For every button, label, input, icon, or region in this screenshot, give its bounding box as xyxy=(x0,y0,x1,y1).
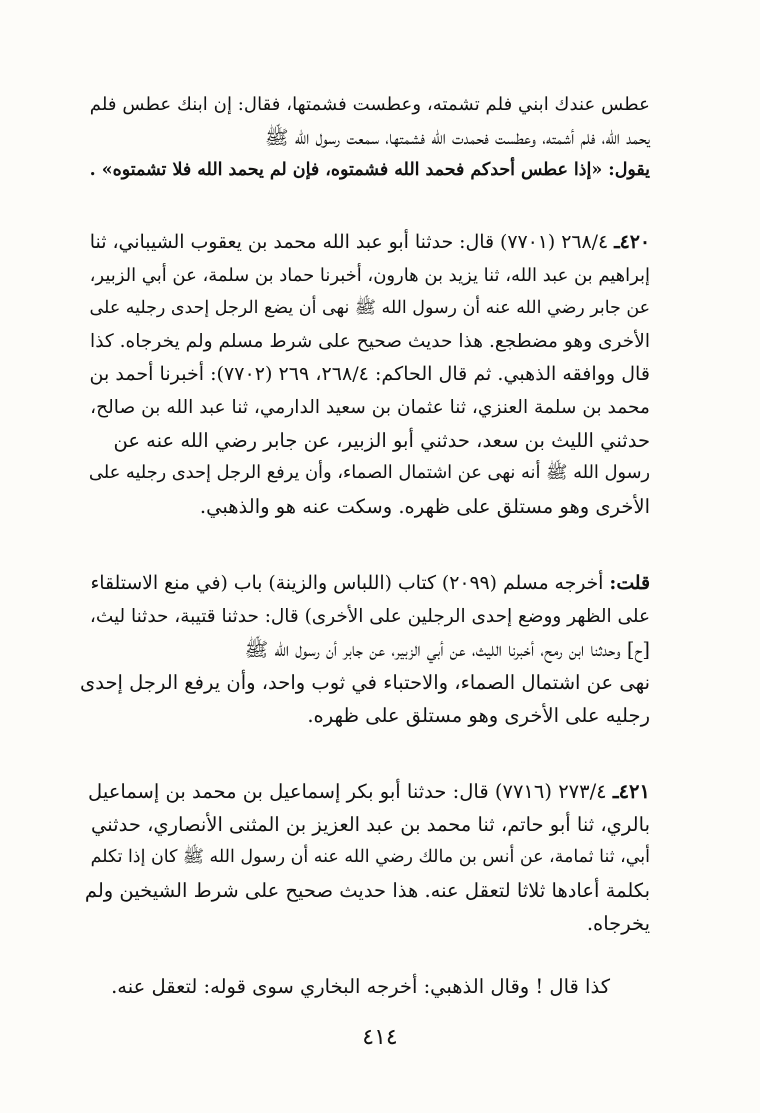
text-line: رجليه على الأخرى وهو مستلق على ظهره. xyxy=(307,704,650,727)
text-line xyxy=(78,775,650,808)
hadith-number: ٤٢١ـ xyxy=(612,780,650,803)
paragraph-hadith-421 xyxy=(78,775,650,940)
text-line: يحمد الله، فلم أشمته، وعطست فحمدت الله فشمتها، سمعت رسول الله ﷺ xyxy=(265,126,650,149)
text-line: [ح] وحدثنا ابن رمح، أخبرنا الليث، عن أبي الزبير، عن جابر أن رسول الله ﷺ xyxy=(244,638,650,661)
text-line: إبراهيم بن عبد الله، ثنا يزيد بن هارون، أخبرنا حماد بن سلمة، عن أبي الزبير، xyxy=(89,265,650,286)
text-line xyxy=(78,226,650,259)
text-line-content: أخرجه مسلم (٢٠٩٩) كتاب (اللباس والزينة) باب (في منع الاستلقاء xyxy=(90,573,604,594)
paragraph-1 xyxy=(78,88,650,187)
text-line xyxy=(78,567,650,600)
text-line: رسول الله ﷺ أنه نهى عن اشتمال الصماء، وأن يرفع الرجل إحدى رجليه على xyxy=(88,463,650,483)
text-line: عن جابر رضي الله عنه أن رسول الله ﷺ نهى أن يضع الرجل إحدى رجليه على xyxy=(89,298,650,318)
text-line: الأخرى وهو مستلق على ظهره. وسكت عنه هو والذهبي. xyxy=(199,495,650,518)
closing-note: كذا قال ! وقال الذهبي: أخرجه البخاري سوى قوله: لتعقل عنه. xyxy=(111,975,610,998)
text-line: عطس عندك ابني فلم تشمته، وعطست فشمتها، فقال: إن ابنك عطس فلم xyxy=(89,94,650,115)
text-line: الأخرى وهو مضطجع. هذا حديث صحيح على شرط مسلم ولم يخرجاه. كذا xyxy=(90,331,650,352)
text-line: محمد بن سلمة العنزي، ثنا عثمان بن سعيد الدارمي، ثنا عبد الله بن صالح، xyxy=(90,397,650,418)
text-line: حدثني الليث بن سعد، حدثني أبو الزبير، عن جابر رضي الله عنه عن xyxy=(113,429,650,452)
text-line-content: ٢٧٣/٤ (٧٧١٦) قال: حدثنا أبو بكر إسماعيل بن محمد بن إسماعيل xyxy=(88,780,607,803)
text-line: بكلمة أعادها ثلاثا لتعقل عنه. هذا حديث صحيح على شرط الشيخين ولم xyxy=(84,879,650,902)
text-line: نهى عن اشتمال الصماء، والاحتباء في ثوب واحد، وأن يرفع الرجل إحدى xyxy=(80,671,650,694)
commentary-label: قلت: xyxy=(609,572,650,594)
paragraph-hadith-420 xyxy=(78,226,650,523)
text-line-hadith: يقول: «إذا عطس أحدكم فحمد الله فشمتوه، فإن لم يحمد الله فلا تشمتوه» . xyxy=(89,160,650,180)
text-line: قال ووافقه الذهبي. ثم قال الحاكم: ٢٦٨/٤، ٢٦٩ (٧٧٠٢): أخبرنا أحمد بن xyxy=(89,363,650,385)
page-number: ٤١٤ xyxy=(362,1025,398,1050)
text-line-content: ٢٦٨/٤ (٧٧٠١) قال: حدثنا أبو عبد الله محمد بن يعقوب الشيباني، ثنا xyxy=(89,231,609,253)
text-line: على الظهر ووضع إحدى الرجلين على الأخرى) قال: حدثنا قتيبة، حدثنا ليث، xyxy=(89,606,650,627)
text-line: أبي، ثنا ثمامة، عن أنس بن مالك رضي الله عنه أن رسول الله ﷺ كان إذا تكلم xyxy=(90,847,650,867)
paragraph-commentary xyxy=(78,567,650,732)
hadith-number: ٤٢٠ـ xyxy=(614,231,650,253)
text-line: يخرجاه. xyxy=(586,912,650,935)
text-line: بالري، ثنا أبو حاتم، ثنا محمد بن عبد العزيز بن المثنى الأنصاري، حدثني xyxy=(91,813,650,836)
